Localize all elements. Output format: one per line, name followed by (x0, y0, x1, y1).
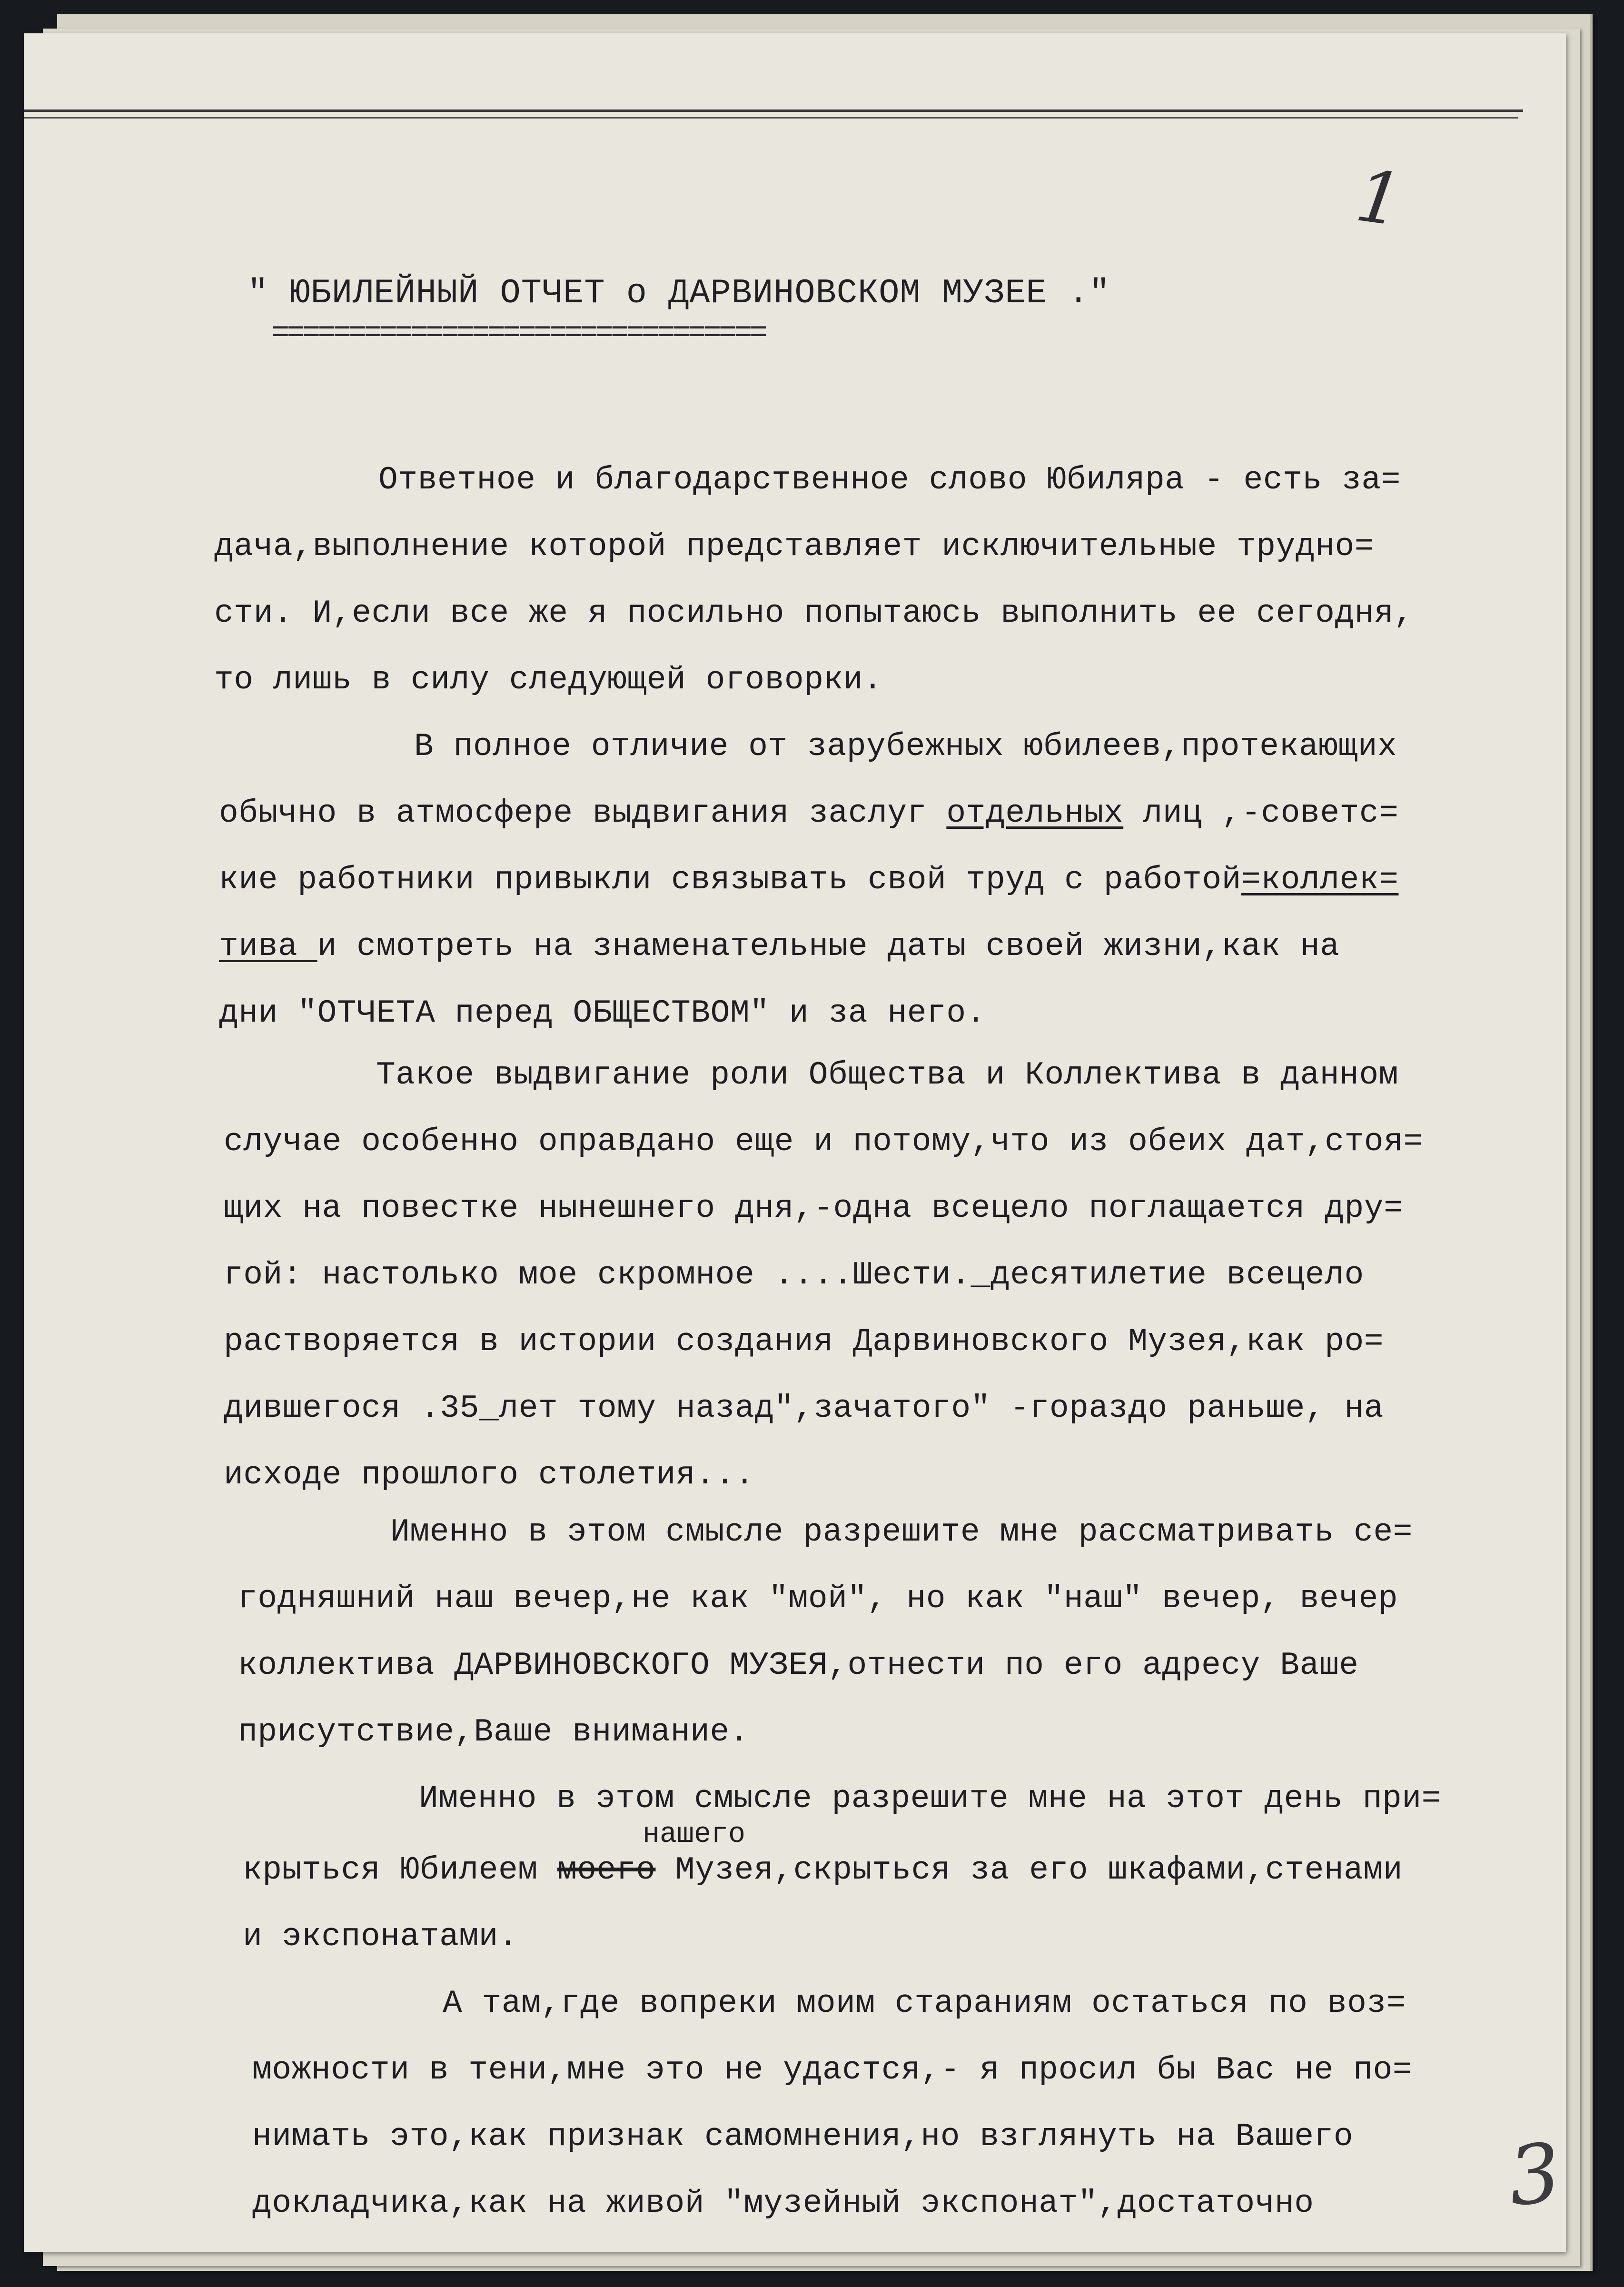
text-line-2: дача,выполнение которой представляет исключительные трудно= (214, 528, 1375, 565)
document-page (24, 33, 1566, 2252)
document-title: " ЮБИЛЕЙНЫЙ ОТЧЕТ о ДАРВИНОВСКОМ МУЗЕЕ ." (248, 274, 1110, 313)
text-line-10: Такое выдвигание роли Общества и Коллектива в данном (376, 1057, 1398, 1094)
text-line-3: сти. И,если все же я посильно попытаюсь выполнить ее сегодня, (214, 595, 1414, 632)
text-line-4: то лишь в силу следующей оговорки. (214, 662, 883, 698)
top-rule-2 (24, 117, 1518, 119)
text-line-6 (219, 795, 1398, 832)
text-line-7-a: кие работники привыкли связывать свой труд с работой (219, 862, 1241, 898)
text-line-21: Именно в этом смысле разрешите мне на этот день при= (419, 1780, 1441, 1817)
text-line-23: и экспонатами. (243, 1919, 518, 1955)
text-line-16: исходе прошлого столетия... (224, 1457, 755, 1493)
text-line-13: гой: настолько мое скромное ....Шести._десятилетие всецело (224, 1257, 1364, 1293)
text-line-8-underlined: тива (219, 928, 317, 965)
top-rule (24, 109, 1523, 112)
text-line-1: Ответное и благодарственное слово Юбиляра - есть за= (378, 462, 1401, 498)
text-line-20: присутствие,Ваше внимание. (238, 1714, 749, 1750)
struck-word: моего (557, 1852, 656, 1889)
page-number: 1 (1351, 154, 1408, 243)
text-line-7 (219, 862, 1398, 898)
text-line-22 (243, 1852, 1403, 1889)
text-line-12: щих на повестке нынешнего дня,-одна всецело поглащается дру= (224, 1190, 1404, 1227)
text-line-5: В полное отличие от зарубежных юбилеев,протекающих (414, 728, 1397, 765)
corner-number: 3 (1504, 2125, 1565, 2225)
text-line-6-b: лиц ,-советс= (1123, 795, 1399, 832)
text-line-6-a: обычно в атмосфере выдвигания заслуг (219, 795, 947, 832)
text-line-27: докладчика,как на живой "музейный экспонат",достаточно (252, 2185, 1314, 2222)
text-line-15: дившегося .35_лет тому назад",зачатого" -гораздо раньше, на (224, 1390, 1384, 1427)
title-underline: ================================ (271, 317, 765, 351)
text-line-14: растворяется в истории создания Дарвиновского Музея,как ро= (224, 1323, 1384, 1360)
text-line-9: дни "ОТЧЕТА перед ОБЩЕСТВОМ" и за него. (219, 995, 986, 1032)
text-line-8 (219, 928, 1340, 965)
text-line-6-underlined: отдельных (946, 795, 1124, 832)
text-line-26: нимать это,как признак самомнения,но взглянуть на Вашего (252, 2118, 1354, 2155)
text-line-22-a: крыться Юбилеем (243, 1852, 557, 1889)
text-line-17: Именно в этом смысле разрешите мне рассматривать се= (390, 1514, 1413, 1551)
text-line-18: годняшний наш вечер,не как "мой", но как "наш" вечер, вечер (238, 1581, 1398, 1617)
text-line-7-underlined: =коллек= (1241, 862, 1399, 898)
text-line-25: можности в тени,мне это не удастся,- я просил бы Вас не по= (252, 2052, 1413, 2088)
text-line-22-b: Музея,скрыться за его шкафами,стенами (655, 1852, 1403, 1889)
text-line-11: случае особенно оправдано еще и потому,что из обеих дат,стоя= (224, 1124, 1423, 1160)
inserted-word: нашего (643, 1819, 746, 1851)
text-line-24: А там,где вопреки моим стараниям остаться по воз= (443, 1985, 1406, 2022)
text-line-19: коллектива ДАРВИНОВСКОГО МУЗЕЯ,отнести по его адресу Ваше (238, 1647, 1359, 1684)
text-line-8-b: и смотреть на знаменательные даты своей жизни,как на (317, 928, 1340, 965)
